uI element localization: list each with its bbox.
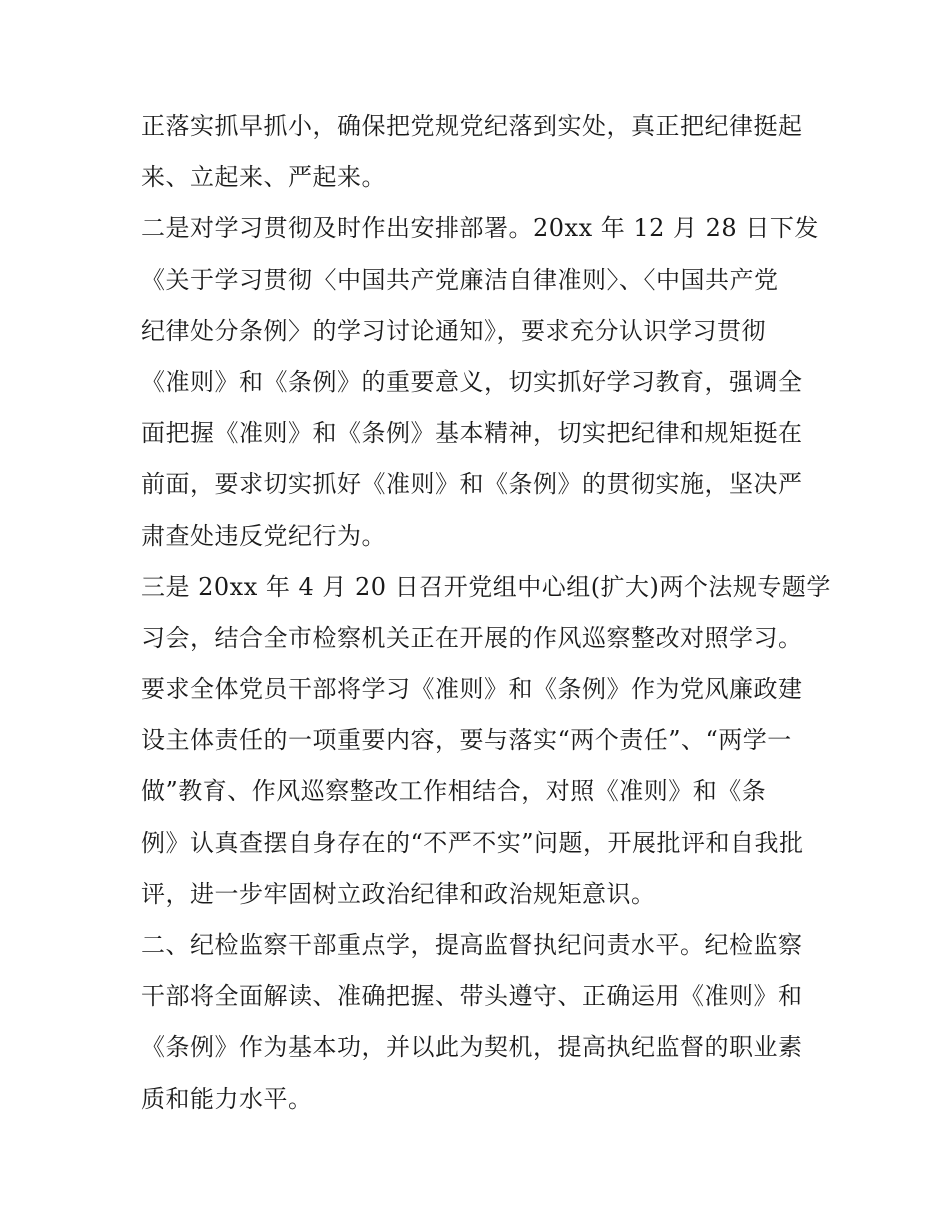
text-line: 例》认真查摆自身存在的“不严不实”问题，开展批评和自我批 xyxy=(141,828,804,857)
text-line: 二是对学习贯彻及时作出安排部署。20xx 年 12 月 28 日下发 xyxy=(141,214,819,243)
text-line: 设主体责任的一项重要内容，要与落实“两个责任”、“两学一 xyxy=(141,726,792,755)
text-line: 纪律处分条例〉的学习讨论通知》，要求充分认识学习贯彻 xyxy=(141,316,766,345)
text-line: 二、纪检监察干部重点学，提高监督执纪问责水平。纪检监察 xyxy=(141,931,803,959)
text-line: 质和能力水平。 xyxy=(141,1084,313,1113)
text-line: 做”教育、作风巡察整改工作相结合，对照《准则》和《条 xyxy=(141,777,767,806)
text-line: 评，进一步牢固树立政治纪律和政治规矩意识。 xyxy=(141,879,656,908)
text-line: 习会，结合全市检察机关正在开展的作风巡察整改对照学习。 xyxy=(141,623,803,652)
text-line: 干部将全面解读、准确把握、带头遵守、正确运用《准则》和 xyxy=(141,982,803,1011)
text-line: 来、立起来、严起来。 xyxy=(141,163,386,192)
text-line: 前面，要求切实抓好《准则》和《条例》的贯彻实施，坚决严 xyxy=(141,470,803,499)
text-line: 《准则》和《条例》的重要意义，切实抓好学习教育，强调全 xyxy=(141,367,803,396)
text-line: 《关于学习贯彻〈中国共产党廉洁自律准则〉、〈中国共产党 xyxy=(141,265,779,294)
text-line: 肃查处违反党纪行为。 xyxy=(141,521,386,550)
text-line: 三是 20xx 年 4 月 20 日召开党组中心组(扩大)两个法规专题学 xyxy=(141,572,831,601)
text-line: 要求全体党员干部将学习《准则》和《条例》作为党风廉政建 xyxy=(141,675,803,704)
text-line: 《条例》作为基本功，并以此为契机，提高执纪监督的职业素 xyxy=(141,1033,803,1062)
document-body xyxy=(141,101,831,1125)
text-line: 正落实抓早抓小，确保把党规党纪落到实处，真正把纪律挺起 xyxy=(141,112,803,140)
text-line: 面把握《准则》和《条例》基本精神，切实把纪律和规矩挺在 xyxy=(141,419,803,448)
